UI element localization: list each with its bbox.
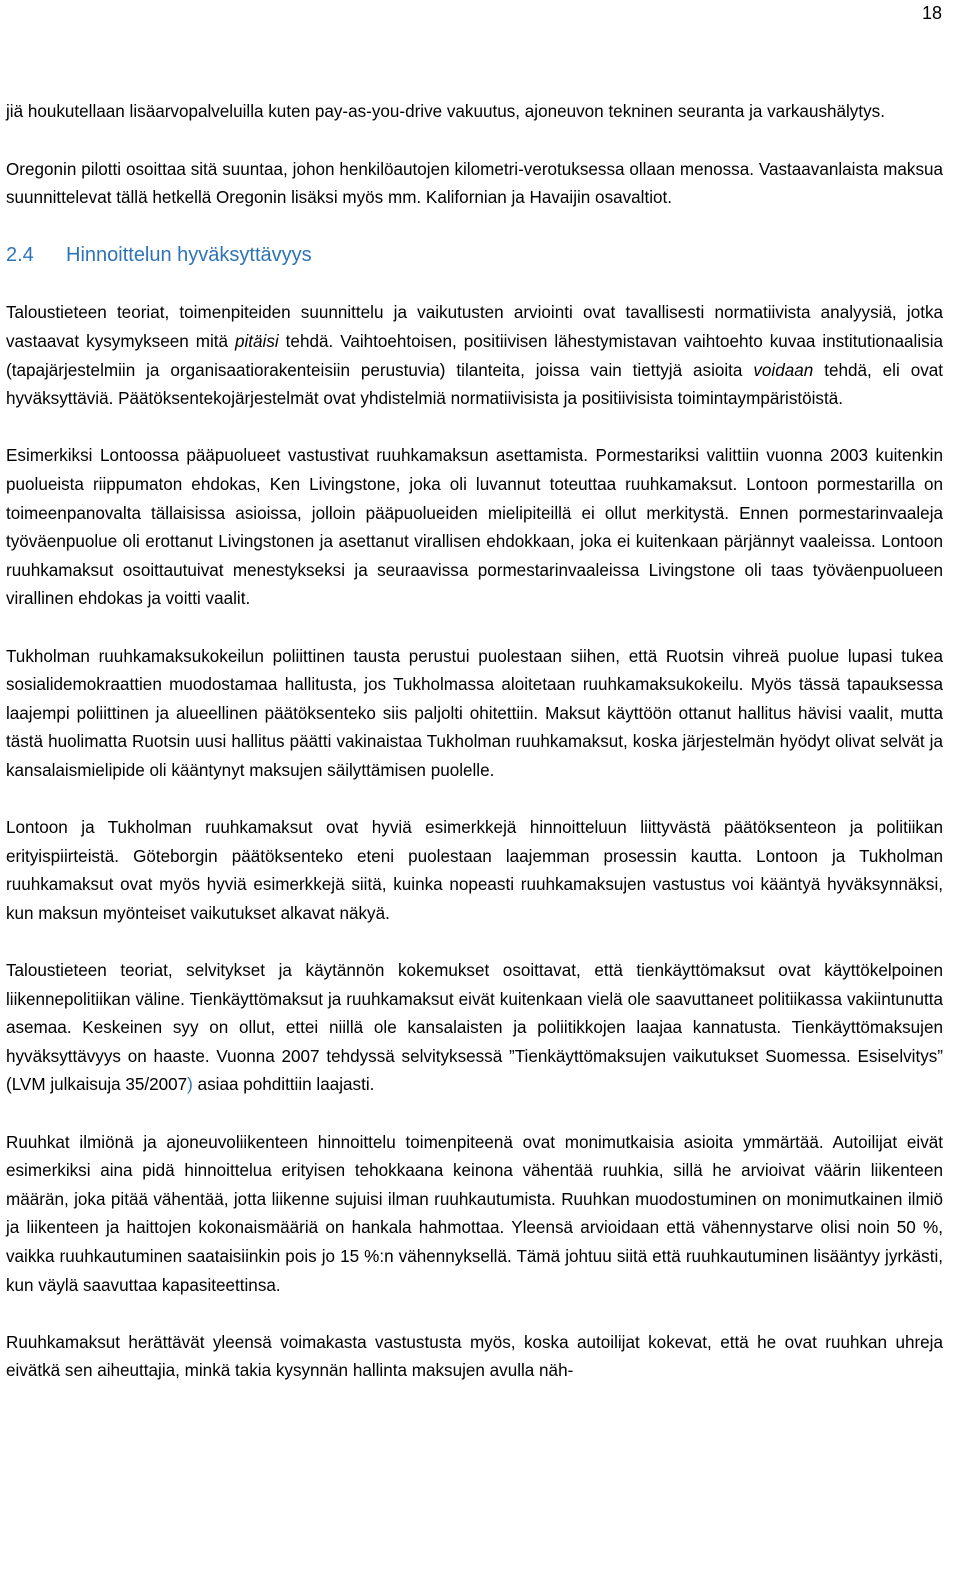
body-paragraph-2: Esimerkiksi Lontoossa pääpuolueet vastustivat ruuhkamaksun asettamista. Pormestariksi valittiin vuonna 2003 kuitenkin puolueista riippumaton ehdokas, Ken Livingstone, joka oli luvannut toteuttaa ruuhkamaksut. Lontoon pormestarilla on toimeenpanovalta tällaisissa asioissa, jolloin pääpuolueiden mielipiteillä ei ollut merkitystä. Ennen pormestarinvaaleja työväenpuolue oli erottanut Livingstonen ja asettanut virallisen ehdokkaan, joka ei kuitenkaan pärjännyt vaaleissa. Lontoon ruuhkamaksut osoittautuivat menestykseksi ja seuraavissa pormestarinvaaleissa Livingstone oli taas työväenpuolueen virallinen ehdokas ja voitti vaalit. bbox=[6, 446, 943, 609]
page-content bbox=[6, 98, 943, 1386]
page-number: 18 bbox=[921, 3, 942, 23]
paragraph-text: Taloustieteen teoriat, toimenpiteiden suunnittelu ja vaikutusten arviointi ovat tavallisesti normatiivista analyysiä, jotka vastaavat kysymykseen mitä bbox=[6, 303, 943, 351]
section-number: 2.4 bbox=[6, 244, 34, 267]
body-paragraph-4: Lontoon ja Tukholman ruuhkamaksut ovat hyviä esimerkkejä hinnoitteluun liittyvästä päätöksenteon ja politiikan erityispiirteistä. Göteborgin päätöksenteko eteni puolestaan laajemman prosessin kautta. Lontoon ja Tukholman ruuhkamaksut ovat myös hyviä esimerkkejä siitä, kuinka nopeasti ruuhkamaksujen vastustus voi kääntyä hyväksynnäksi, kun maksun myönteiset vaikutukset alkavat näkyä. bbox=[6, 818, 943, 923]
body-paragraph-1 bbox=[6, 299, 943, 413]
intro-paragraph-2: Oregonin pilotti osoittaa sitä suuntaa, johon henkilöautojen kilometri-verotuksessa ollaan menossa. Vastaavanlaista maksua suunnittelevat tällä hetkellä Oregonin lisäksi myös mm. Kalifornian ja Havaijin osavaltiot. bbox=[6, 159, 943, 208]
paragraph-text: asiaa pohdittiin laajasti. bbox=[192, 1075, 375, 1095]
paragraph-text: tehdä, eli ovat hyväksyttäviä. Päätöksentekojärjestelmät ovat yhdistelmiä normatiivisista ja positiivisista toimintaympäristöistä. bbox=[6, 360, 944, 409]
section-heading bbox=[6, 241, 943, 269]
body-paragraph-7: Ruuhkamaksut herättävät yleensä voimakasta vastustusta myös, koska autoilijat kokevat, että he ovat ruuhkan uhreja eivätkä sen aiheuttajia, minkä takia kysynnän hallinta maksujen avulla näh- bbox=[6, 1332, 943, 1381]
paragraph-text: Taloustieteen teoriat, selvitykset ja käytännön kokemukset osoittavat, että tienkäyttömaksut ovat käyttökelpoinen liikennepolitiikan väline. Tienkäyttömaksut ja ruuhkamaksut eivät kuitenkaan vielä ole saavuttaneet politiikassa vakiintunutta asemaa. Keskeinen syy on ollut, ettei niillä ole kansalaisten ja poliitikkojen laajaa kannatusta. Tienkäyttömaksujen hyväksyttävyys on haaste. Vuonna 2007 tehdyssä selvityksessä ”Tienkäyttömaksujen vaikutukset Suomessa. Esiselvitys” (LVM julkaisuja 35/2007 bbox=[6, 961, 943, 1095]
blue-parenthesis: ) bbox=[187, 1075, 193, 1095]
emphasis-text: pitäisi bbox=[235, 331, 279, 351]
section-title: Hinnoittelun hyväksyttävyys bbox=[66, 244, 312, 267]
body-paragraph-3: Tukholman ruuhkamaksukokeilun poliittinen tausta perustui puolestaan siihen, että Ruotsin vihreä puolue lupasi tukea sosialidemokraattien muodostamaa hallitusta, jos Tukholmassa aloitetaan ruuhkamaksukokeilu. Myös tässä tapauksessa laajempi poliittinen ja alueellinen päätöksenteko siis paljolti ohitettiin. Maksut käyttöön ottanut hallitus hävisi vaalit, mutta tästä huolimatta Ruotsin uusi hallitus päätti vakinaistaa Tukholman ruuhkamaksut, koska järjestelmän hyödyt olivat selvät ja kansalaismielipide oli kääntynyt maksujen säilyttämisen puolelle. bbox=[6, 646, 943, 780]
intro-paragraph-1: jiä houkutellaan lisäarvopalveluilla kuten pay-as-you-drive vakuutus, ajoneuvon tekninen seuranta ja varkaushälytys. bbox=[6, 102, 885, 121]
emphasis-text: voidaan bbox=[753, 360, 814, 380]
body-paragraph-5 bbox=[6, 957, 943, 1100]
paragraph-text: tehdä. Vaihtoehtoisen, positiivisen lähestymistavan vaihtoehto kuvaa institutionaalisia (tapajärjestelmiin ja organisaatiorakenteisiin perustuvia) tilanteita, joissa vain tiettyjä asioita bbox=[6, 331, 944, 380]
body-paragraph-6: Ruuhkat ilmiönä ja ajoneuvoliikenteen hinnoittelu toimenpiteenä ovat monimutkaisia asioita ymmärtää. Autoilijat eivät esimerkiksi aina pidä hinnoittelua erityisen tehokkaana keinona vähentää ruuhkia, sillä he arvioivat väärin liikenteen määrän, joka pitää vähentää, jotta liikenne sujuisi ilman ruuhkautumista. Ruuhkan muodostuminen on monimutkainen ilmiö ja liikenteen ja haittojen kokonaismääriä on hankala hahmottaa. Yleensä arvioidaan että vähennystarve olisi noin 50 %, vaikka ruuhkautuminen saataisiinkin pois jo 15 %:n vähennyksellä. Tämä johtuu siitä että ruuhkautuminen lisääntyy jyrkästi, kun väylä saavuttaa kapasiteettinsa. bbox=[6, 1132, 943, 1295]
